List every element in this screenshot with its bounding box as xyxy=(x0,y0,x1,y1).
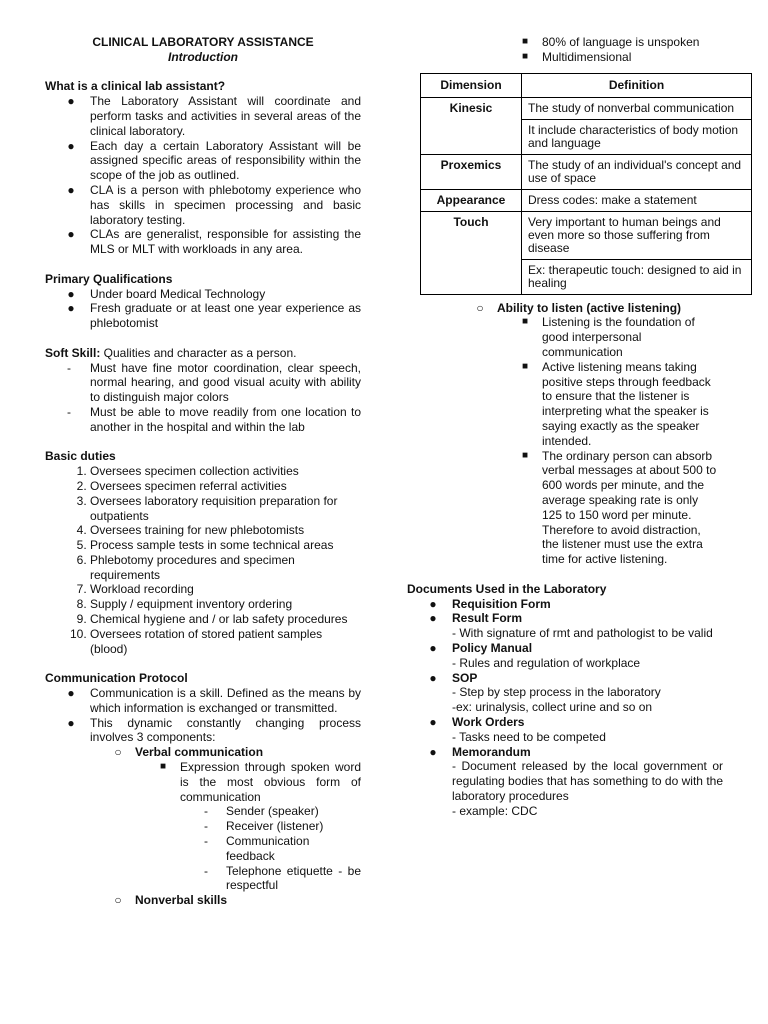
table-row xyxy=(421,211,752,259)
list-item: ● The Laboratory Assistant will coordinate and perform tasks and activities in several areas of the clinical laboratory. xyxy=(67,94,361,138)
soft-skill-list xyxy=(45,361,361,435)
duty-item: 8. Supply / equipment inventory ordering xyxy=(90,597,361,612)
definition-cell: It include characteristics of body motion and language xyxy=(522,119,752,154)
duty-item: 7. Workload recording xyxy=(90,582,361,597)
dimension-cell: Kinesic xyxy=(421,97,522,154)
document-item: ● Result Form xyxy=(429,611,523,626)
document-note: -ex: urinalysis, collect urine and so on xyxy=(452,700,653,715)
table-row xyxy=(421,97,752,119)
document-subtitle: Introduction xyxy=(168,49,238,64)
list-item: - Must have fine motor coordination, clear speech, normal hearing, and good visual acuity with ability to distinguish major colors xyxy=(67,360,361,405)
document-note: - Document released by the local government or regulating bodies that has something to do with the laboratory procedures xyxy=(452,759,723,803)
verbal-heading: ○ Verbal communication xyxy=(114,745,264,760)
list-item: ■ Active listening means taking positive steps through feedback to ensure that the listener is interpreting what the speaker is saying exactly as the speaker intended. xyxy=(521,359,711,448)
list-item: ● Each day a certain Laboratory Assistant will be assigned specific areas of responsibility within the scope of the job as outlined. xyxy=(67,138,361,183)
list-item: ● Communication is a skill. Defined as the means by which information is exchanged or transmitted. xyxy=(67,686,361,715)
list-item: ● This dynamic constantly changing process involves 3 components: xyxy=(67,715,361,745)
what-list xyxy=(45,94,361,257)
right-column xyxy=(407,0,742,818)
list-item: ■ 80% of language is unspoken xyxy=(521,35,700,49)
definition-cell: The study of nonverbal communication xyxy=(522,97,752,119)
duty-item: 5. Process sample tests in some technical areas xyxy=(90,538,361,553)
primary-list xyxy=(45,287,361,331)
listen-list xyxy=(407,315,723,567)
primary-heading: Primary Qualifications xyxy=(45,271,173,286)
table-header: Dimension xyxy=(421,73,522,97)
document-item: ● Policy Manual xyxy=(429,640,533,655)
list-item: ● Fresh graduate or at least one year experience as phlebotomist xyxy=(67,301,361,331)
nonverbal-list xyxy=(407,35,723,65)
list-item: ● CLA is a person with phlebotomy experience who has skills in specimen processing and basic laboratory testing. xyxy=(67,182,361,227)
verbal-list xyxy=(45,804,361,893)
documents-heading: Documents Used in the Laboratory xyxy=(407,581,607,596)
listen-heading: ○ Ability to listen (active listening) xyxy=(476,300,682,315)
dimension-table xyxy=(420,73,752,295)
duties-heading: Basic duties xyxy=(45,449,116,464)
list-item: - Communication feedback xyxy=(204,834,310,863)
table-header: Definition xyxy=(522,73,752,97)
document-note: - Tasks need to be competed xyxy=(452,729,606,744)
document-note: - Rules and regulation of workplace xyxy=(452,655,641,670)
table-row xyxy=(421,189,752,211)
dimension-cell: Appearance xyxy=(421,189,522,211)
duty-item: 2. Oversees specimen referral activities xyxy=(90,479,361,494)
document-note: - Step by step process in the laboratory xyxy=(452,685,661,700)
list-item: - Receiver (listener) xyxy=(204,819,324,834)
list-item: ■ Listening is the foundation of good interpersonal communication xyxy=(521,315,695,359)
dimension-cell: Proxemics xyxy=(421,154,522,189)
definition-cell: Ex: therapeutic touch: designed to aid in healing xyxy=(522,259,752,294)
comm-heading: Communication Protocol xyxy=(45,671,188,686)
duty-item: 6. Phlebotomy procedures and specimen requirements xyxy=(90,553,361,583)
list-item: ● Under board Medical Technology xyxy=(67,286,266,301)
list-item: - Must be able to move readily from one location to another in the hospital and within the lab xyxy=(67,404,361,434)
document-title: CLINICAL LABORATORY ASSISTANCE xyxy=(92,35,314,49)
document-item: ● Memorandum xyxy=(429,744,531,759)
list-item: ● CLAs are generalist, responsible for assisting the MLS or MLT with workloads in any area. xyxy=(67,227,361,257)
list-item: ■ Multidimensional xyxy=(521,49,632,64)
list-item: - Telephone etiquette - be respectful xyxy=(204,863,361,893)
duty-item: 3. Oversees laboratory requisition preparation for outpatients xyxy=(90,494,361,524)
definition-cell: Very important to human beings and even more so those suffering from disease xyxy=(522,211,752,259)
dimension-cell: Touch xyxy=(421,211,522,294)
duty-item: 9. Chemical hygiene and / or lab safety procedures xyxy=(90,612,361,627)
soft-skill-line: Soft Skill: Qualities and character as a person. xyxy=(45,345,297,360)
document-item: ● SOP xyxy=(429,670,478,685)
documents-list xyxy=(407,597,723,819)
definition-cell: The study of an individual's concept and use of space xyxy=(522,154,752,189)
list-item: - Sender (speaker) xyxy=(204,804,319,819)
duty-item: 4. Oversees training for new phlebotomists xyxy=(90,523,361,538)
nonverbal-heading: ○ Nonverbal skills xyxy=(114,893,228,908)
document-item: ● Work Orders xyxy=(429,714,525,729)
left-column xyxy=(45,0,361,908)
what-heading: What is a clinical lab assistant? xyxy=(45,79,226,94)
document-item: ● Requisition Form xyxy=(429,596,551,611)
duties-list xyxy=(45,464,361,656)
document-note: - With signature of rmt and pathologist to be valid xyxy=(452,626,713,641)
table-row xyxy=(421,154,752,189)
duty-item: 1. Oversees specimen collection activities xyxy=(90,464,361,479)
list-item: ■ The ordinary person can absorb verbal messages at about 500 to 600 words per minute, and the average speaking rate is only 125 to 150 word per minute. Therefore to avoid distraction, the listener must use the extra time for active listening. xyxy=(521,448,717,567)
table-header-row xyxy=(421,73,752,97)
comm-list xyxy=(45,686,361,745)
definition-cell: Dress codes: make a statement xyxy=(522,189,752,211)
duty-item: 10. Oversees rotation of stored patient samples (blood) xyxy=(90,627,361,657)
document-note: - example: CDC xyxy=(452,803,538,818)
verbal-text: ■ Expression through spoken word is the most obvious form of communication xyxy=(159,760,361,804)
